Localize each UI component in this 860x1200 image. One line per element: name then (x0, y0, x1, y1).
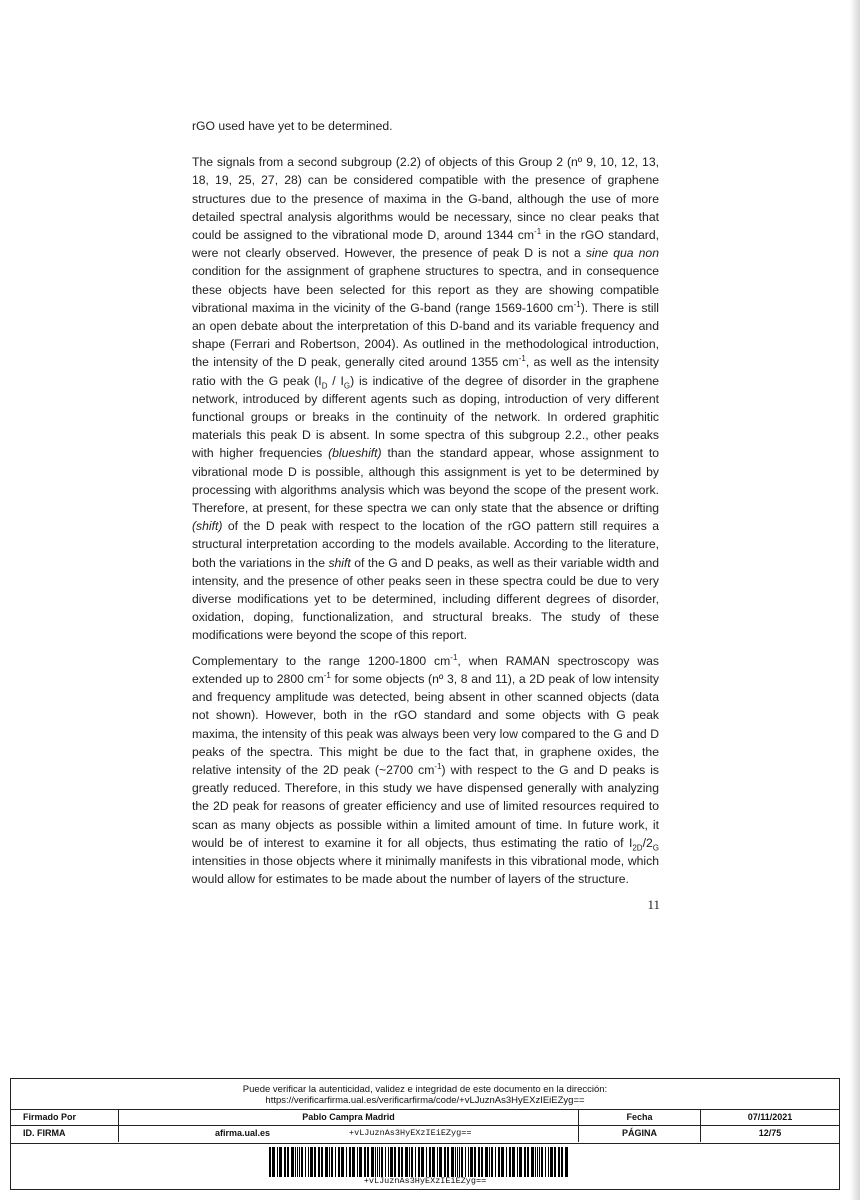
barcode-bar (531, 1147, 534, 1177)
signature-id-row (11, 1125, 839, 1142)
barcode-bar (398, 1147, 400, 1177)
barcode-bar (545, 1147, 546, 1177)
signature-verification-box (10, 1078, 840, 1190)
signed-by-row (11, 1109, 839, 1126)
signature-id-code: +vLJuznAs3HyEXzIEiEZyg== (349, 1128, 472, 1138)
barcode-bar (439, 1147, 442, 1177)
barcode-caption: +vLJuznAs3HyEXzIEiEZyg== (363, 1176, 487, 1186)
barcode-bar (418, 1147, 420, 1177)
barcode-bar (335, 1147, 336, 1177)
barcode-bar (394, 1147, 396, 1177)
verification-header (11, 1079, 839, 1106)
barcode-bar (474, 1147, 476, 1177)
barcode-bar (291, 1147, 294, 1177)
barcode-bar (269, 1147, 271, 1177)
barcode-bar (519, 1147, 522, 1177)
signature-id-domain: afirma.ual.es (215, 1128, 271, 1138)
barcode-bar (314, 1147, 316, 1177)
barcode-bar (310, 1147, 313, 1177)
verification-url[interactable]: https://verificarfirma.ual.es/verificarfirma/code/+vLJuznAs3HyEXzIEiEZyg== (265, 1095, 585, 1106)
barcode-bar (305, 1147, 306, 1177)
barcode-bar (537, 1147, 538, 1177)
barcode-bar (364, 1147, 366, 1177)
barcode-bar (478, 1147, 480, 1177)
signer-name: Pablo Campra Madrid (119, 1110, 579, 1126)
barcode-area (11, 1143, 839, 1190)
barcode-bar (287, 1147, 289, 1177)
barcode-bar (509, 1147, 511, 1177)
barcode-bar (429, 1147, 431, 1177)
barcode-bar (459, 1147, 460, 1177)
barcode-bar (297, 1147, 298, 1177)
signature-id-cell (119, 1126, 579, 1142)
barcode-bar (385, 1147, 386, 1177)
barcode-bar (346, 1147, 347, 1177)
verification-text: Puede verificar la autenticidad, validez e integridad de este documento en la dirección: (242, 1084, 608, 1095)
barcode-image (269, 1147, 569, 1177)
barcode-bar (379, 1147, 380, 1177)
barcode-bar (512, 1147, 515, 1177)
barcode-bar (411, 1147, 413, 1177)
barcode-bar (548, 1147, 549, 1177)
paragraph-complementary-range: Complementary to the range 1200-1800 $cm^{-1}$, when RAMAN spectroscopy was extended up to 2800 $cm^{-1}$ for some objects (nº 3, 8 and 11), a 2D peak of low intensity and frequency amplitude was detected, being absent in other scanned objects (data not shown). However, both in the rGO standard and some objects with G peak maxima, the intensity of this peak was always been very low compared to the G and D peaks of the spectra. This might be due to the fact that, in graphene oxides, the relative intensity of the 2D peak (~2700 $cm^{-1}$) with respect to the G and D peaks is greatly reduced. Therefore, in this study we have dispensed generally with analyzing the 2D peak for reasons of greater efficiency and use of limited resources required to scan as many objects as possible within a limited amount of time. In future work, it would be of interest to examine it for all objects, thus estimating the ratio of $I_{2D}/2_G$ intensities in those objects where it minimally manifests in this vibrational mode, which would allow for estimates to be made about the number of layers of the structure. (192, 652, 659, 887)
barcode-bar (539, 1147, 540, 1177)
barcode-bar (279, 1147, 282, 1177)
barcode-bar (426, 1147, 427, 1177)
barcode-bar (341, 1147, 344, 1177)
barcode-bar (451, 1147, 454, 1177)
barcode-bar (359, 1147, 362, 1177)
page-number: 11 (647, 897, 660, 912)
barcode-bar (495, 1147, 496, 1177)
barcode-bar (524, 1147, 526, 1177)
barcode-bar (457, 1147, 458, 1177)
barcode-bar (527, 1147, 529, 1177)
barcode-bar (465, 1147, 466, 1177)
barcode-bar (561, 1147, 563, 1177)
barcode-bar (461, 1147, 463, 1177)
barcode-bar (409, 1147, 410, 1177)
barcode-bar (388, 1147, 389, 1177)
signed-by-label: Firmado Por (11, 1110, 119, 1126)
barcode-bar (535, 1147, 536, 1177)
barcode-bar (321, 1147, 323, 1177)
barcode-bar (421, 1147, 424, 1177)
page-value: 12/75 (758, 1128, 782, 1138)
barcode-bar (352, 1147, 355, 1177)
barcode-bar (308, 1147, 309, 1177)
barcode-bar (401, 1147, 403, 1177)
barcode-bar (432, 1147, 435, 1177)
barcode-bar (455, 1147, 456, 1177)
date-label: Fecha (579, 1110, 701, 1126)
barcode-bar (381, 1147, 383, 1177)
barcode-bar (541, 1147, 543, 1177)
barcode-bar (277, 1147, 278, 1177)
barcode-bar (349, 1147, 351, 1177)
barcode-bar (554, 1147, 556, 1177)
barcode-bar (415, 1147, 416, 1177)
barcode-bar (377, 1147, 378, 1177)
barcode-bar (272, 1147, 275, 1177)
paragraph-continuation: rGO used have yet to be determined. (192, 119, 393, 133)
barcode-bar (501, 1147, 504, 1177)
barcode-bar (295, 1147, 296, 1177)
barcode-bar (489, 1147, 490, 1177)
barcode-bar (325, 1147, 328, 1177)
barcode-bar (375, 1147, 376, 1177)
barcode-bar (550, 1147, 553, 1177)
barcode-bar (357, 1147, 358, 1177)
barcode-bar (491, 1147, 493, 1177)
barcode-bar (444, 1147, 446, 1177)
barcode-bar (517, 1147, 518, 1177)
barcode-bar (405, 1147, 408, 1177)
barcode-bar (437, 1147, 438, 1177)
signature-id-label: ID. FIRMA (11, 1126, 119, 1142)
barcode-bar (367, 1147, 369, 1177)
barcode-bar (329, 1147, 330, 1177)
barcode-bar (481, 1147, 483, 1177)
date-value: 07/11/2021 (747, 1112, 793, 1122)
barcode-bar (371, 1147, 374, 1177)
page-edge-shadow (850, 0, 860, 1200)
paragraph-subgroup-2-2: The signals from a second subgroup (2.2) of objects of this Group 2 (nº 9, 10, 12, 13, 18, 19, 25, 27, 28) can be considered compatible with the presence of graphene structures due to the presence of maxima in the G-band, although the use of more detailed spectral analysis algorithms would be necessary, since no clear peaks that could be assigned to the vibrational mode D, around 1344 $cm^{-1}$ in the rGO standard, were not clearly observed. However, the presence of peak D is not a sine qua non condition for the assignment of graphene structures to spectra, and in consequence these objects have been selected for this report as they are showing compatible vibrational maxima in the vicinity of the G-band (range 1569-1600 $cm^{-1}$). There is still an open debate about the interpretation of this D-band and its variable frequency and shape (Ferrari and Robertson, 2004). As outlined in the methodological introduction, the intensity of the D peak, generally cited around 1355 $cm^{-1}$, as well as the intensity ratio with the G peak $(I_D / I_G)$ is indicative of the degree of disorder in the graphene network, introduced by different agents such as doping, introduction of very different functional groups or breaks in the continuity of the network. In ordered graphitic materials this peak D is absent. In some spectra of this subgroup 2.2., other peaks with higher frequencies (blueshift) than the standard appear, whose assignment to vibrational mode D is possible, although this assignment is yet to be determined by processing with algorithms analysis which was beyond the scope of the present work. Therefore, at present, for these spectra we can only state that the absence or drifting (shift) of the D peak with respect to the location of the rGO pattern still requires a structural interpretation according to the models available. According to the literature, both the variations in the shift of the G and D peaks, as well as their variable width and intensity, and the presence of other peaks seen in these spectra could be due to very diverse modifications yet to be determined, including different degrees of disorder, oxidation, doping, functionalization, and structural breaks. The study of these modifications were beyond the scope of this report. (192, 155, 660, 643)
barcode-bar (284, 1147, 286, 1177)
barcode-bar (470, 1147, 473, 1177)
page-label: PÁGINA (579, 1126, 701, 1142)
barcode-bar (299, 1147, 300, 1177)
barcode-bar (301, 1147, 303, 1177)
barcode-bar (506, 1147, 507, 1177)
barcode-bar (558, 1147, 560, 1177)
body-text (192, 117, 659, 888)
barcode-bar (565, 1147, 568, 1177)
barcode-bar (447, 1147, 449, 1177)
barcode-bar (498, 1147, 500, 1177)
barcode-bar (331, 1147, 333, 1177)
barcode-bar (390, 1147, 393, 1177)
barcode-bar (318, 1147, 320, 1177)
barcode-bar (468, 1147, 469, 1177)
barcode-bar (485, 1147, 488, 1177)
barcode-bar (338, 1147, 340, 1177)
